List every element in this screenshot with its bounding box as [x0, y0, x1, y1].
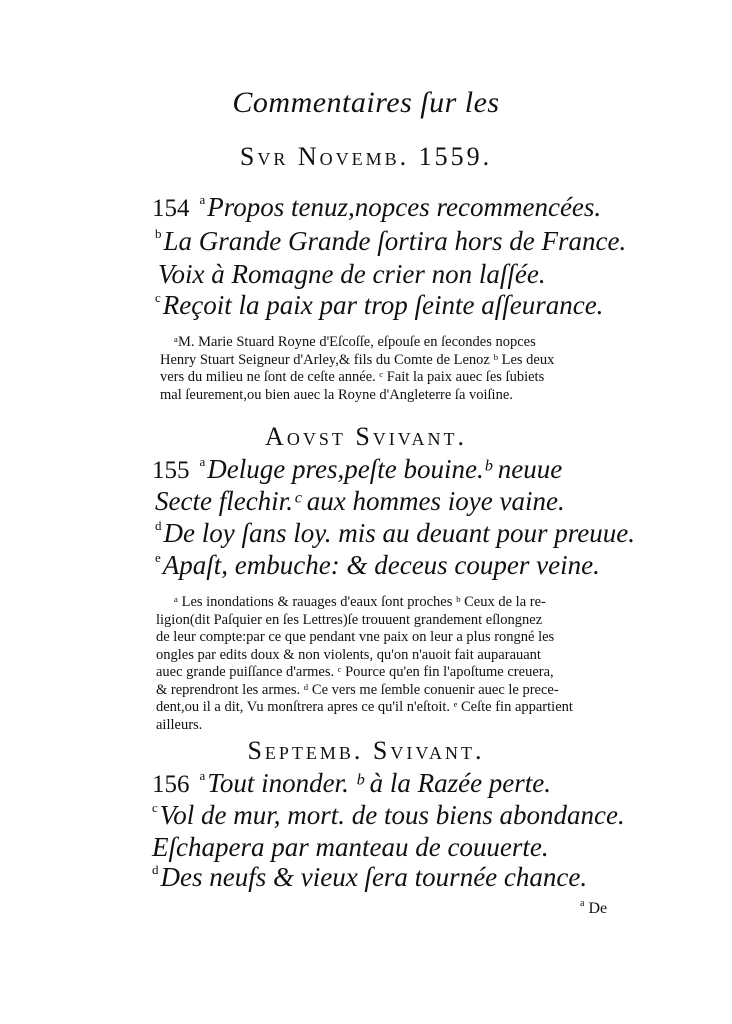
verse-text: Reçoit la paix par trop ſeinte aſſeurance.	[162, 290, 604, 320]
section-heading-september: Septemb. Svivant.	[247, 736, 485, 765]
note-line: ᵃM. Marie Stuard Royne d'Eſcoſſe, eſpouſe en ſecondes nopces	[174, 334, 536, 350]
note-line: auec grande puiſſance d'armes. ᶜ Pource qu'en fin l'apoſtume creuera,	[156, 664, 554, 680]
verse-text: Eſchapera par manteau de couuerte.	[152, 832, 549, 862]
note-marker: c	[155, 290, 161, 305]
section-heading-august: Aovst Svivant.	[265, 422, 467, 451]
quatrain-156-line-4	[152, 862, 587, 893]
quatrain-154-line-3	[158, 259, 546, 290]
quatrain-156-line-2	[152, 800, 625, 831]
verse-text: Apaſt, embuche: & deceus couper veine.	[162, 550, 600, 580]
verse-text: Propos tenuz,nopces recommencées.	[207, 192, 602, 222]
quatrain-155-line-4	[155, 550, 600, 581]
note-line: ailleurs.	[156, 716, 203, 733]
quatrain-155-line-1	[152, 454, 562, 485]
quatrain-156-line-3	[152, 832, 549, 863]
verse-text: De loy ſans loy. mis au deuant pour preuue.	[163, 518, 635, 548]
verse-text: Tout inonder. ᵇ à la Razée perte.	[207, 768, 552, 798]
note-line: mal ſeurement,ou bien auec la Royne d'Angleterre ſa voiſine.	[160, 386, 513, 403]
quatrain-154-line-2	[155, 226, 626, 257]
note-line: & reprendront les armes. ᵈ Ce vers me ſemble conuenir auec le prece-	[156, 681, 559, 698]
verse-text: Des neufs & vieux ſera tournée chance.	[160, 862, 588, 892]
note-line: ongles par edits doux & non violents, qu'on n'auoit fait auparauant	[156, 646, 541, 663]
catchword-text: De	[588, 900, 608, 917]
note-marker: a	[199, 192, 206, 207]
note-marker: c	[152, 800, 158, 815]
catchword	[580, 898, 607, 918]
note-marker: a	[199, 454, 206, 469]
verse-text: Vol de mur, mort. de tous biens abondance.	[159, 800, 625, 830]
note-line: de leur compte:par ce que pendant vne paix on leur a plus rongné les	[156, 629, 555, 645]
quatrain-155-line-2	[155, 486, 565, 517]
running-head: Commentaires ſur les	[232, 86, 500, 119]
note-line: ᵃ Les inondations & rauages d'eaux ſont proches ᵇ Ceux de la re-	[174, 594, 546, 610]
verse-text: Deluge pres,peſte bouine.ᵇ neuue	[207, 454, 563, 484]
note-marker: d	[155, 518, 162, 533]
verse-text: La Grande Grande ſortira hors de France.	[163, 226, 627, 256]
quatrain-155-line-3	[155, 518, 635, 549]
note-line: dent,ou il a dit, Vu monſtrera apres ce qu'il n'eſtoit. ᵉ Ceſte fin appartient	[156, 699, 573, 715]
note-marker: a	[199, 768, 206, 783]
quatrain-number: 154	[152, 195, 190, 222]
note-marker: d	[152, 862, 159, 877]
section-heading-november: Svr Novemb. 1559.	[239, 142, 493, 171]
verse-text: Voix à Romagne de crier non laſſée.	[158, 259, 546, 289]
note-marker: a	[580, 898, 585, 909]
quatrain-number: 156	[152, 771, 190, 798]
note-line: Henry Stuart Seigneur d'Arley,& fils du Comte de Lenoz ᵇ Les deux	[160, 351, 555, 368]
note-line: vers du milieu ne ſont de ceſte année. ᶜ Fait la paix auec ſes ſubiets	[160, 369, 545, 385]
quatrain-156-line-1	[152, 768, 551, 799]
quatrain-154-line-4	[155, 290, 603, 321]
commentary-154	[160, 334, 554, 404]
note-marker: e	[155, 550, 161, 565]
verse-text: Secte flechir.ᶜ aux hommes ioye vaine.	[155, 486, 565, 516]
quatrain-154-line-1	[152, 192, 601, 223]
note-line: ligion(dit Paſquier en ſes Lettres)ſe trouuent grandement eſlongnez	[156, 611, 543, 628]
quatrain-number: 155	[152, 457, 190, 484]
commentary-155	[156, 594, 573, 734]
note-marker: b	[155, 226, 162, 241]
